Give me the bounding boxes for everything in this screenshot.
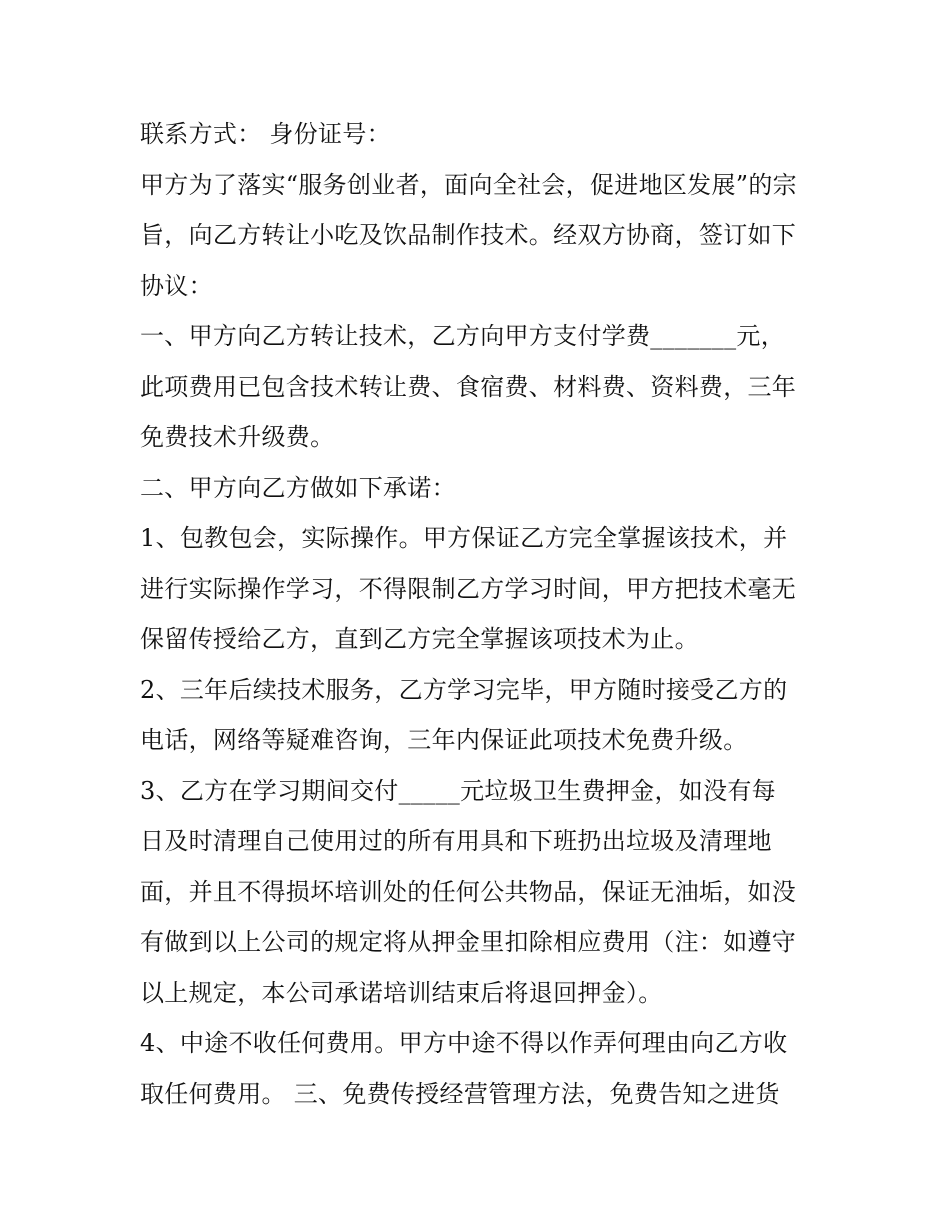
item-four-line: 4、中途不收任何费用。甲方中途不得以作弄何理由向乙方收 bbox=[140, 1029, 788, 1057]
paragraph-line: 协议： bbox=[140, 271, 213, 300]
paragraph-line: 免费技术升级费。 bbox=[140, 423, 335, 451]
document-body bbox=[140, 109, 820, 1119]
item-one-line: 1、包教包会，实际操作。甲方保证乙方完全掌握该技术，并 bbox=[140, 524, 788, 552]
paragraph-line: 以上规定，本公司承诺培训结束后将退回押金）。 bbox=[140, 978, 663, 1007]
paragraph-line: 取任何费用。 三、免费传授经营管理方法，免费告知之进货 bbox=[140, 1079, 780, 1108]
item-two-line: 2、三年后续技术服务，乙方学习完毕，甲方随时接受乙方的 bbox=[140, 675, 788, 704]
clause-one-line: 一、甲方向乙方转让技术，乙方向甲方支付学费_______元， bbox=[140, 322, 785, 350]
contact-info-line: 联系方式： 身份证号： bbox=[140, 120, 391, 148]
paragraph-line: 电话，网络等疑难咨询，三年内保证此项技术免费升级。 bbox=[140, 726, 748, 754]
paragraph-line: 进行实际操作学习，不得限制乙方学习时间，甲方把技术毫无 bbox=[140, 574, 797, 603]
paragraph-line: 旨，向乙方转让小吃及饮品制作技术。经双方协商，签订如下 bbox=[140, 221, 797, 249]
paragraph-line: 日及时清理自己使用过的所有用具和下班扔出垃圾及清理地 bbox=[140, 827, 772, 855]
paragraph-line: 有做到以上公司的规定将从押金里扣除相应费用（注：如遵守 bbox=[140, 928, 797, 956]
clause-two-heading: 二、甲方向乙方做如下承诺： bbox=[140, 473, 456, 502]
paragraph-line: 面，并且不得损坏培训处的任何公共物品，保证无油垢，如没 bbox=[140, 877, 797, 906]
paragraph-line: 保留传授给乙方，直到乙方完全掌握该项技术为止。 bbox=[140, 625, 699, 653]
item-three-line: 3、乙方在学习期间交付_____元垃圾卫生费押金，如没有每 bbox=[140, 776, 776, 805]
paragraph-line: 此项费用已包含技术转让费、食宿费、材料费、资料费，三年 bbox=[140, 372, 797, 401]
paragraph-line: 甲方为了落实“服务创业者，面向全社会，促进地区发展”的宗 bbox=[140, 170, 797, 199]
